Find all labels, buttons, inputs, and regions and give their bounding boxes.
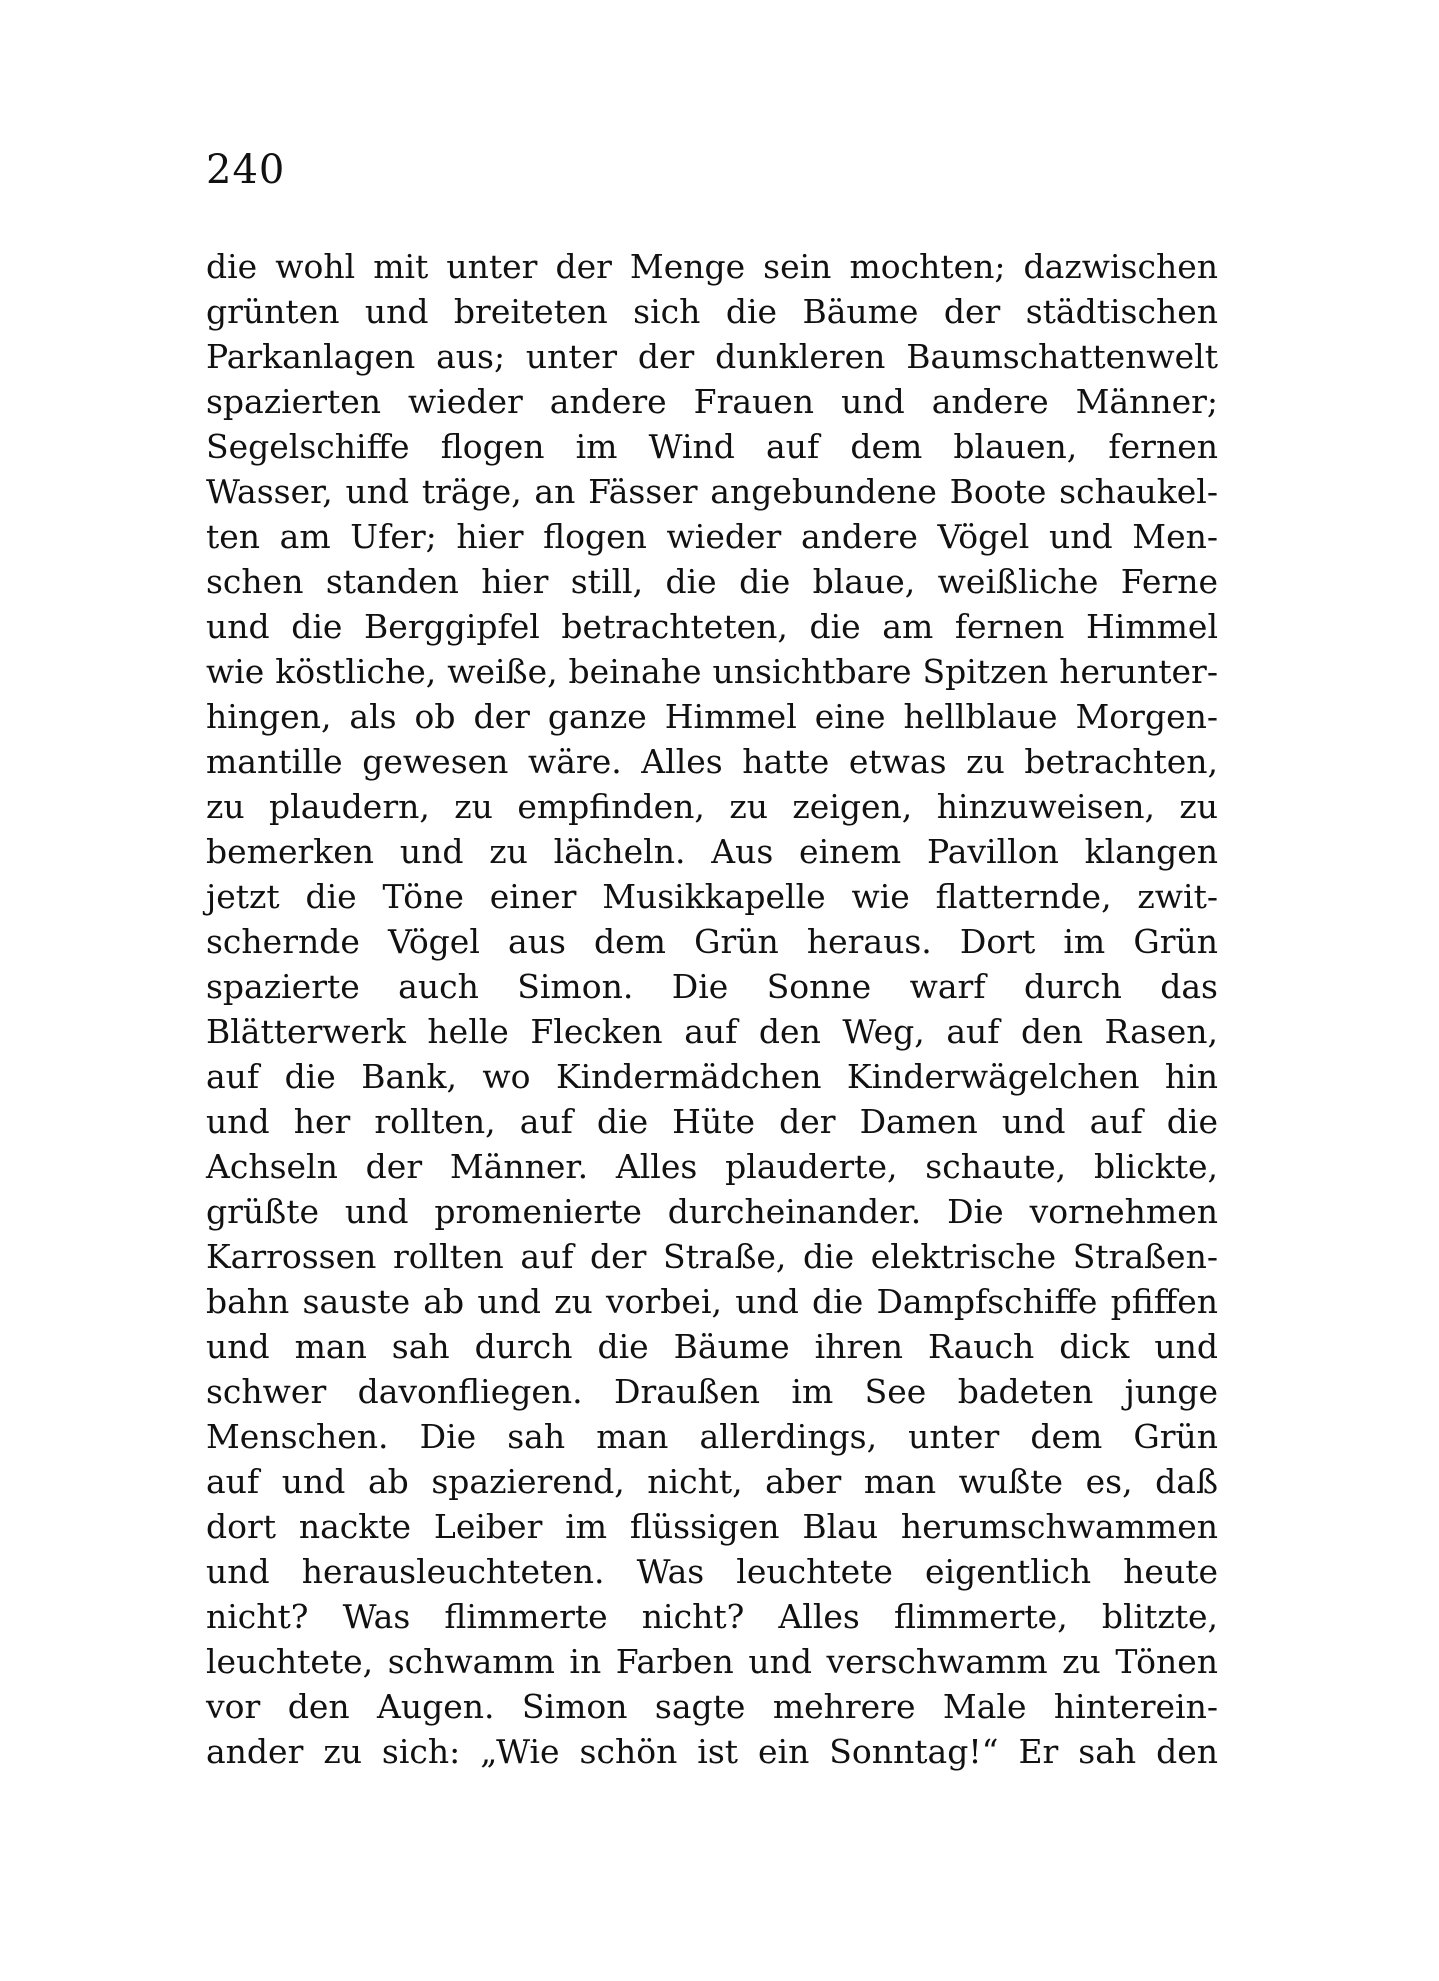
text-line: zu plaudern, zu empfinden, zu zeigen, hinzuweisen, zu [206,787,1218,826]
text-line: vor den Augen. Simon sagte mehrere Male hinterein- [206,1687,1218,1726]
text-line: und man sah durch die Bäume ihren Rauch dick und [206,1327,1218,1366]
text-line: spazierten wieder andere Frauen und andere Männer; [206,382,1218,421]
text-line: bemerken und zu lächeln. Aus einem Pavillon klangen [206,832,1218,871]
text-line: auf die Bank, wo Kindermädchen Kinderwägelchen hin [206,1057,1218,1096]
text-line: grüßte und promenierte durcheinander. Die vornehmen [206,1192,1218,1231]
text-line: dort nackte Leiber im flüssigen Blau herumschwammen [206,1507,1218,1546]
text-line: Wasser, und träge, an Fässer angebundene Boote schaukel- [206,472,1218,511]
text-line: Karrossen rollten auf der Straße, die elektrische Straßen- [206,1237,1218,1276]
text-line: auf und ab spazierend, nicht, aber man wußte es, daß [206,1462,1218,1501]
text-line: schernde Vögel aus dem Grün heraus. Dort im Grün [206,922,1218,961]
text-line: bahn sauste ab und zu vorbei, und die Dampfschiffe pfiffen [206,1282,1218,1321]
text-line: und herausleuchteten. Was leuchtete eigentlich heute [206,1552,1218,1591]
text-line: und her rollten, auf die Hüte der Damen und auf die [206,1102,1218,1141]
page-number: 240 [206,147,286,193]
text-line: Parkanlagen aus; unter der dunkleren Baumschattenwelt [206,337,1218,376]
text-line: nicht? Was flimmerte nicht? Alles flimmerte, blitzte, [206,1597,1218,1636]
text-line: jetzt die Töne einer Musikkapelle wie flatternde, zwit- [206,877,1218,916]
text-line: grünten und breiteten sich die Bäume der städtischen [206,292,1218,331]
text-line: ten am Ufer; hier flogen wieder andere Vögel und Men- [206,517,1218,556]
text-line: Segelschiffe flogen im Wind auf dem blauen, fernen [206,427,1218,466]
text-line: Achseln der Männer. Alles plauderte, schaute, blickte, [206,1147,1218,1186]
text-line: schwer davonfliegen. Draußen im See badeten junge [206,1372,1218,1411]
text-line: wie köstliche, weiße, beinahe unsichtbare Spitzen herunter- [206,652,1218,691]
text-line: schen standen hier still, die die blaue, weißliche Ferne [206,562,1218,601]
text-line: und die Berggipfel betrachteten, die am fernen Himmel [206,607,1218,646]
text-line: mantille gewesen wäre. Alles hatte etwas zu betrachten, [206,742,1218,781]
body-text [206,244,1218,1774]
text-line: Menschen. Die sah man allerdings, unter dem Grün [206,1417,1218,1456]
text-line: hingen, als ob der ganze Himmel eine hellblaue Morgen- [206,697,1218,736]
text-line: leuchtete, schwamm in Farben und verschwamm zu Tönen [206,1642,1218,1681]
text-line: die wohl mit unter der Menge sein mochten; dazwischen [206,247,1218,286]
text-line: spazierte auch Simon. Die Sonne warf durch das [206,967,1218,1006]
text-line: Blätterwerk helle Flecken auf den Weg, auf den Rasen, [206,1012,1218,1051]
text-line: ander zu sich: „Wie schön ist ein Sonntag!“ Er sah den [206,1732,1218,1771]
